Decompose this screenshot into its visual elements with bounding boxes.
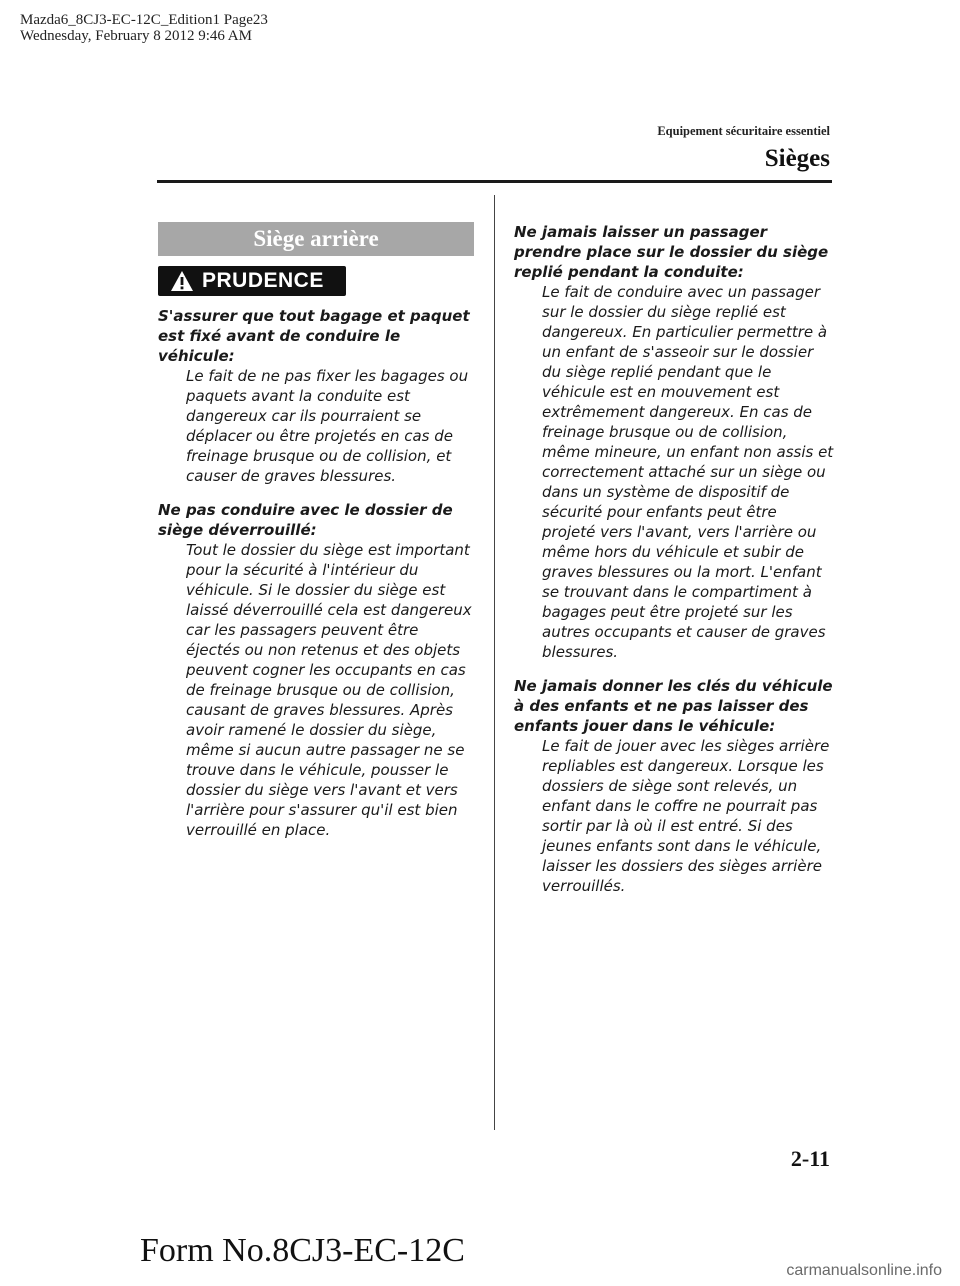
page-number: 2-11: [790, 1146, 830, 1171]
warning-triangle-icon: [170, 270, 194, 292]
warning-block-title: Ne jamais laisser un passager prendre place sur le dossier du siège replié pendant la conduite:: [514, 223, 829, 281]
warning-block: [514, 676, 834, 896]
warning-badge: [158, 266, 346, 296]
column-divider: [494, 195, 495, 1130]
warning-block-body: Le fait de jouer avec les sièges arrière repliables est dangereux. Lorsque les dossiers de siège sont relevés, un enfant dans le coffre ne pourrait pas sortir par là où il est entré. Si des jeunes enfants sont dans le véhicule, laisser les dossiers des sièges arrière verrouillés.: [542, 737, 830, 895]
warning-block-title: S'assurer que tout bagage et paquet est fixé avant de conduire le véhicule:: [158, 307, 470, 365]
warning-block: [514, 222, 834, 662]
print-stamp-date: Wednesday, February 8 2012 9:46 AM: [20, 28, 252, 44]
warning-block: [158, 306, 474, 486]
warning-label: PRUDENCE: [202, 269, 324, 292]
section-title: Siège arrière: [158, 222, 474, 256]
warning-block: [158, 500, 474, 840]
running-head: [657, 124, 830, 173]
warning-block-body: Le fait de ne pas fixer les bagages ou paquets avant la conduite est dangereux car ils pourraient se déplacer ou être projetés en cas de freinage brusque ou de collision, et causer de graves blessures.: [186, 367, 469, 485]
right-column: [514, 222, 834, 910]
print-stamp-file: Mazda6_8CJ3-EC-12C_Edition1 Page23: [20, 12, 268, 28]
warning-block-body: Tout le dossier du siège est important pour la sécurité à l'intérieur du véhicule. Si le dossier du siège est laissé déverrouillé cela est dangereux car les passagers peuvent être éjectés ou non retenus et des objets peuvent cogner les occupants en cas de freinage brusque ou de collision, causant de graves blessures. Après avoir ramené le dossier du siège, même si aucun autre passager ne se trouve dans le véhicule, pousser le dossier du siège vers l'avant et vers l'arrière pour s'assurer qu'il est bien verrouillé en place.: [186, 541, 472, 839]
warning-block-body: Le fait de conduire avec un passager sur le dossier du siège replié est dangereux. En particulier permettre à un enfant de s'asseoir sur le dossier du siège replié pendant que le véhicule est en mouvement est extrêmement dangereux. En cas de freinage brusque ou de collision, même mineure, un enfant non assis et correctement attaché sur un siège ou dans un système de dispositif de sécurité pour enfants peut être projeté vers l'avant, vers l'arrière ou même hors du véhicule et subir de graves blessures ou la mort. L'enfant se trouvant dans le compartiment à bagages peut être projeté sur les autres occupants et causer de graves blessures.: [542, 283, 834, 661]
warning-block-title: Ne pas conduire avec le dossier de siège déverrouillé:: [158, 501, 453, 539]
form-number: Form No.8CJ3-EC-12C: [140, 1232, 465, 1269]
section-label: Equipement sécuritaire essentiel: [657, 124, 830, 138]
print-stamp: [20, 12, 268, 44]
left-column: [158, 222, 474, 854]
chapter-title: Sièges: [764, 145, 830, 172]
site-credit: carmanualsonline.info: [786, 1262, 942, 1279]
header-rule: [157, 180, 832, 183]
warning-block-title: Ne jamais donner les clés du véhicule à des enfants et ne pas laisser des enfants jouer dans le véhicule:: [514, 677, 833, 735]
